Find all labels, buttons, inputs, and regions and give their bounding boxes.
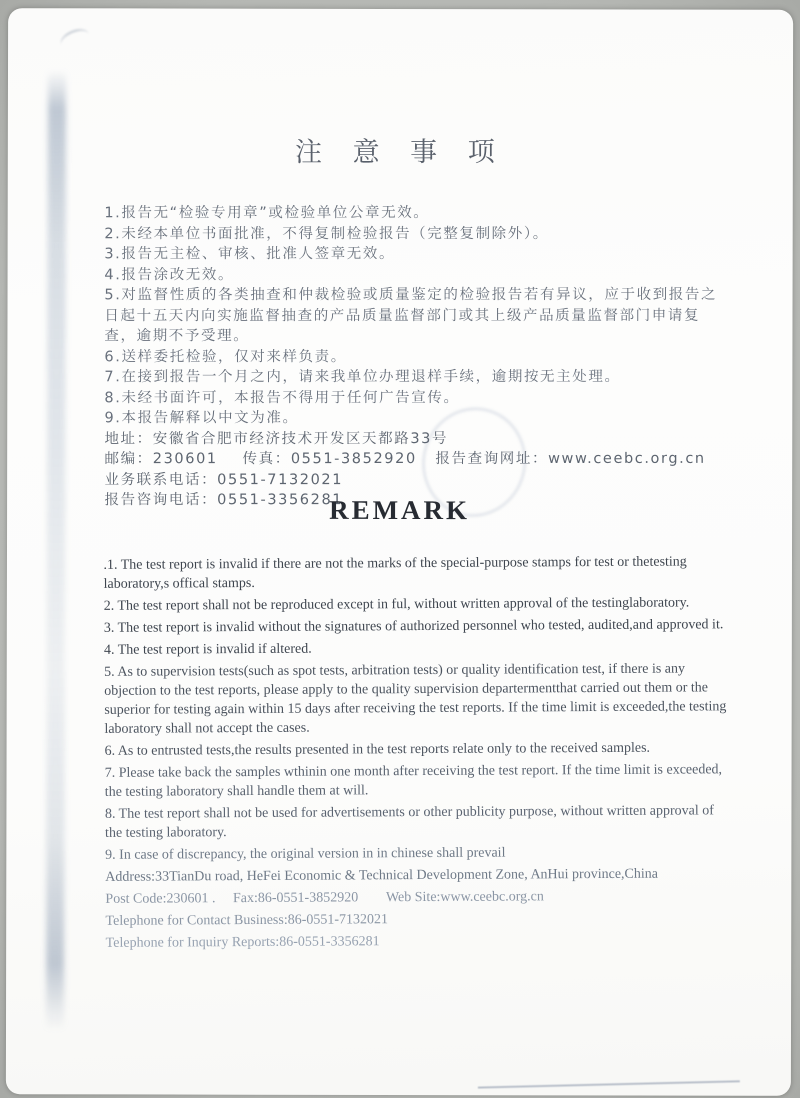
cn-notice-item: 6.送样委托检验，仅对来样负责。 [104,348,347,365]
english-remark-body [103,552,733,956]
en-remark-item: 6. As to entrusted tests,the results presented in the test reports relate only to the received samples. [104,740,651,759]
chinese-notice-title: 注 意 事 项 [294,136,506,169]
en-remark-item: 5. As to supervision tests(such as spot tests, arbitration tests) or quality identification test, if there is any objection to the test reports, please apply to the quality supervision departermentthat carried out them or the superior for testing again within 15 days after receiving the test reports. If the time limit is exceeded,the testing laboratory shall not accept the cases. [104,661,727,737]
chinese-notice-body [104,203,726,511]
en-remark-item: 7. Please take back the samples wthinin one month after receiving the test report. If the time limit is exceeded, the testing laboratory shall handle them at will. [104,762,723,800]
en-remark-item: 4. The test report is invalid if altered. [103,641,312,658]
paper-sheet [6,8,793,1096]
cn-notice-item: 5.对监督性质的各类抽查和仲裁检验或质量鉴定的检验报告若有异议，应于收到报告之日起十五天内向实施监督抽查的产品质量监督部门或其上级产品质量监督部门申请复查，逾期不予受理。 [104,286,718,345]
en-address-line: Address:33TianDu road, HeFei Economic & Technical Development Zone, AnHui province,China [105,866,659,885]
en-remark-item: 8. The test report shall not be used for advertisements or other publicity purpose, without written approval of the testing laboratory. [104,803,714,841]
cn-notice-item: 7.在接到报告一个月之内，请来我单位办理退样手续，逾期按无主处理。 [104,368,621,386]
cn-notice-item: 2.未经本单位书面批准，不得复制检验报告（完整复制除外）。 [104,225,549,242]
cn-inquiry-phone-line: 报告咨询电话：0551-3356281 [104,492,344,509]
en-postcode-fax-web-line: Post Code:230601 . Fax:86-0551-3852920 Web Site:www.ceebc.org.cn [105,889,544,907]
cn-business-phone-line: 业务联系电话：0551-7132021 [104,471,344,488]
en-remark-item: .1. The test report is invalid if there are not the marks of the special-purpose stamps for test or thetesting laboratory,s offical stamps. [103,554,687,592]
cn-address-line: 地址：安徽省合肥市经济技术开发区天都路33号 [104,430,449,447]
cn-notice-item: 4.报告涂改无效。 [104,266,235,283]
en-business-phone-line: Telephone for Contact Business:86-0551-7132021 [105,912,389,929]
paper-edge-crease [478,1080,740,1088]
cn-notice-item: 8.未经书面许可，本报告不得用于任何广告宣传。 [104,389,460,406]
cn-notice-item: 3.报告无主检、审核、批准人签章无效。 [104,246,396,263]
bleed-through-smudge [46,70,66,1030]
cn-postcode-fax-web-line: 邮编：230601 传真：0551-3852920 报告查询网址：www.ceebc.org.cn [104,450,706,468]
en-remark-item: 3. The test report is invalid without the signatures of authorized personnel who tested, audited,and approved it. [103,617,724,636]
cn-notice-item: 9.本报告解释以中文为准。 [104,410,299,427]
en-remark-item: 9. In case of discrepancy, the original version in in chinese shall prevail [105,845,506,863]
scan-crease-mark [58,25,93,53]
en-inquiry-phone-line: Telephone for Inquiry Reports:86-0551-3356281 [105,934,380,951]
cn-notice-item: 1.报告无“检验专用章”或检验单位公章无效。 [104,205,430,222]
en-remark-item: 2. The test report shall not be reproduced except in ful, without written approval of the testinglaboratory. [103,595,690,614]
remark-title: REMARK [329,494,471,526]
